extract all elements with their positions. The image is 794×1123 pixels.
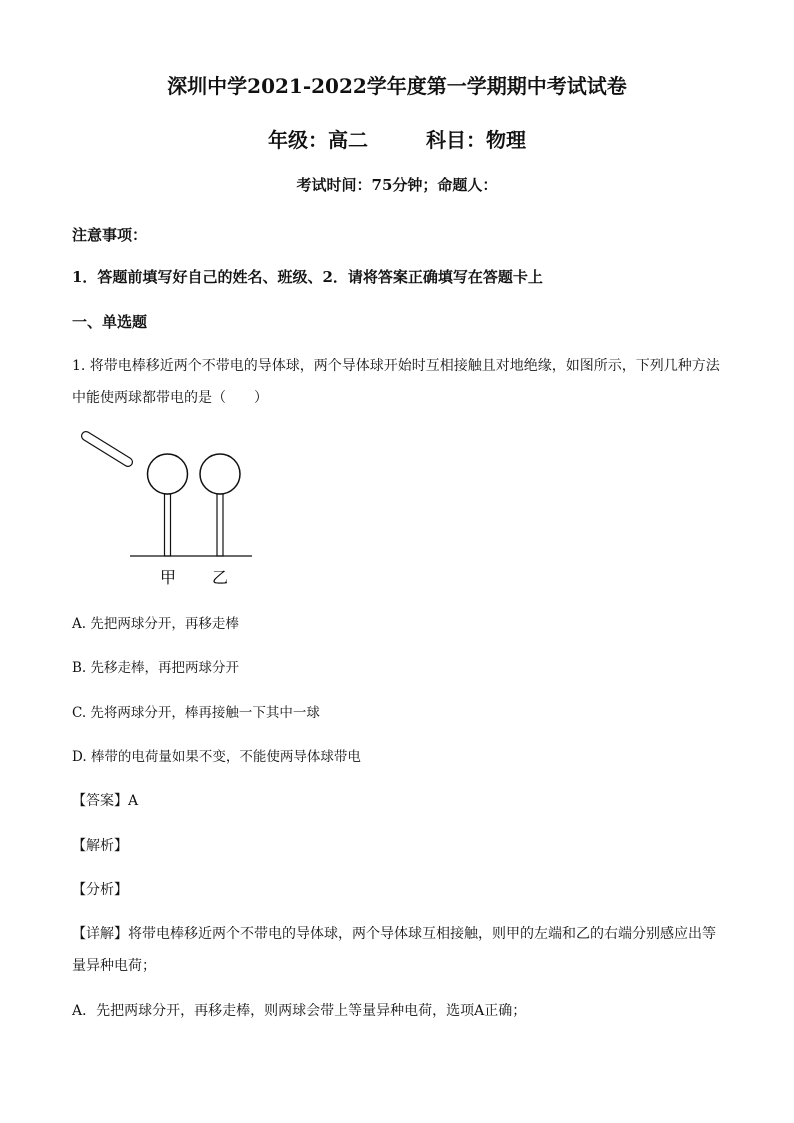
option-b: B. 先移走棒，再把两球分开	[72, 660, 240, 676]
page-title: 深圳中学2021-2022学年度第一学期期中考试试卷	[167, 74, 627, 98]
section-heading: 一、单选题	[72, 313, 148, 331]
option-d: D. 棒带的电荷量如果不变，不能使两导体球带电	[72, 749, 361, 765]
subject-label: 科目：物理	[426, 128, 526, 152]
detail-line-1: 【详解】将带电棒移近两个不带电的导体球，两个导体球互相接触，则甲的左端和乙的右端分别感应出等	[72, 926, 716, 942]
detail-option-a: A．先把两球分开，再移走棒，则两球会带上等量异种电荷，选项A正确；	[72, 1003, 527, 1019]
notes-heading: 注意事项：	[72, 226, 148, 244]
conductor-ball-left	[148, 454, 188, 556]
fenxi-label: 【分析】	[72, 882, 128, 898]
analysis-label: 【解析】	[72, 838, 128, 854]
notes-text: 1．答题前填写好自己的姓名、班级、2．请将答案正确填写在答题卡上	[72, 268, 543, 286]
question-1-text-line-1: 1. 将带电棒移近两个不带电的导体球，两个导体球开始时互相接触且对地绝缘，如图所示，下列几种方法	[72, 358, 720, 374]
conductor-ball-right	[200, 454, 240, 556]
question-1-text-line-2: 中能使两球都带电的是（ ）	[72, 390, 268, 406]
grade-label: 年级：高二	[268, 128, 368, 152]
answer-line: 【答案】A	[72, 793, 139, 809]
label-jia: 甲	[160, 568, 177, 587]
charged-rod	[86, 436, 128, 462]
option-a: A. 先把两球分开，再移走棒	[72, 616, 239, 632]
exam-subtitle	[0, 124, 794, 153]
label-yi: 乙	[212, 568, 229, 587]
detail-line-2: 量异种电荷；	[72, 958, 156, 974]
electrostatic-figure	[72, 424, 272, 594]
figure-drawing	[72, 424, 272, 594]
option-c: C. 先将两球分开，棒再接触一下其中一球	[72, 705, 320, 721]
exam-info: 考试时间：75分钟；命题人：	[296, 176, 498, 194]
